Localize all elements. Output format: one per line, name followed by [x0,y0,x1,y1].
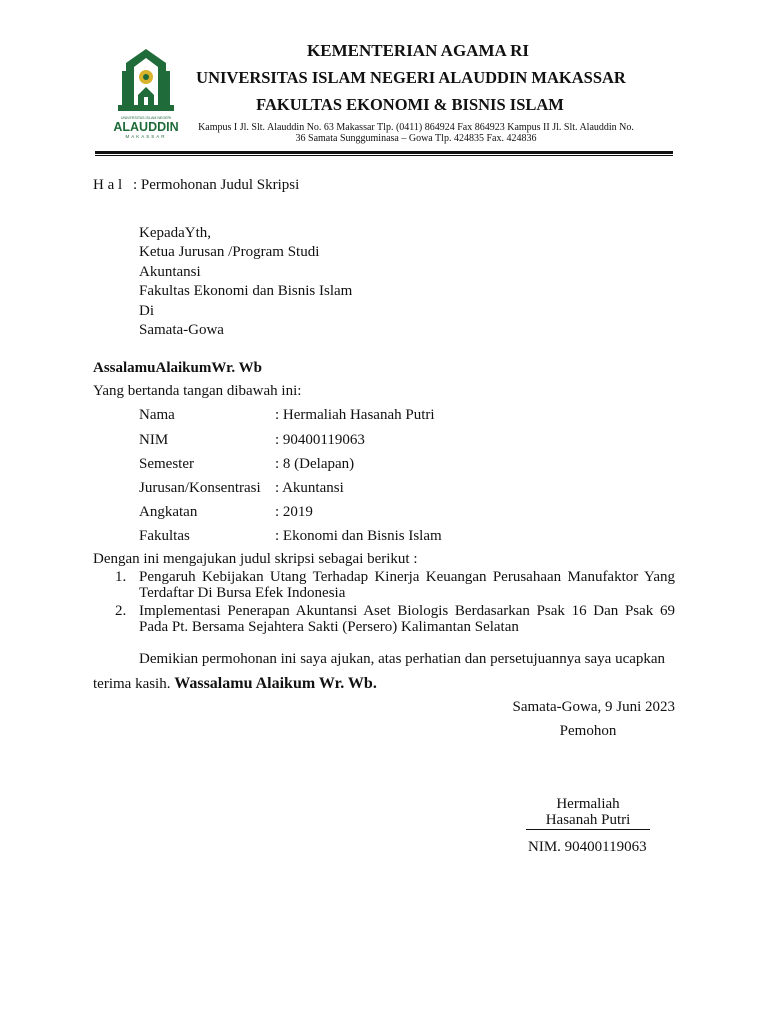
intro-text: Yang bertanda tangan dibawah ini: [93,383,302,399]
identity-label: Semester [139,456,194,472]
place-date: Samata-Gowa, 9 Juni 2023 [512,699,675,715]
svg-text:ALAUDDIN: ALAUDDIN [113,120,179,134]
identity-label: Jurusan/Konsentrasi [139,480,261,496]
title-number: 1. [115,569,127,585]
signer-role: Pemohon [559,723,617,739]
address-block [186,122,646,144]
address-line-1: Kampus I Jl. Slt. Alauddin No. 63 Makassar Tlp. (0411) 864924 Fax 864923 Kampus II Jl. Slt. Alauddin No. [198,122,634,133]
thesis-title-2: Implementasi Penerapan Akuntansi Aset Biologis Berdasarkan Psak 16 Dan Psak 69 Pada Pt. Bersama Sejahtera Sakti (Persero) Kalimantan Selatan [139,603,675,635]
recipient-line: Akuntansi [139,264,201,280]
identity-value: : 2019 [275,504,313,520]
university-name: UNIVERSITAS ISLAM NEGERI ALAUDDIN MAKASSAR [196,68,626,87]
closing-line-1: Demikian permohonan ini saya ajukan, atas perhatian dan persetujuannya saya ucapkan [139,651,666,667]
proposal-intro: Dengan ini mengajukan judul skripsi sebagai berikut : [93,551,418,567]
header-divider-thin [95,155,673,156]
signature-line [526,829,650,830]
identity-label: Fakultas [139,528,190,544]
signer-name-line-2: Hasanah Putri [545,812,631,828]
header-divider [95,151,673,154]
title-number: 2. [115,603,127,619]
thesis-title-1: Pengaruh Kebijakan Utang Terhadap Kinerja Keuangan Perusahaan Manufaktor Yang Terdaftar Di Bursa Efek Indonesia [139,569,675,601]
recipient-line: Di [139,303,154,319]
ministry-name: KEMENTERIAN AGAMA RI [307,41,529,60]
identity-value: : 8 (Delapan) [275,456,355,472]
recipient-line: Samata-Gowa [139,322,224,338]
closing-salutation: Wassalamu Alaikum Wr. Wb. [174,675,377,692]
signer-name-line-1: Hermaliah [556,796,620,812]
identity-label: Nama [139,407,175,423]
svg-text:MAKASSAR: MAKASSAR [125,134,167,139]
identity-value: : Akuntansi [275,480,344,496]
identity-label: NIM [139,432,169,448]
subject-label: H a l [93,177,123,193]
faculty-name: FAKULTAS EKONOMI & BISNIS ISLAM [256,95,564,114]
identity-value: : 90400119063 [275,432,365,448]
recipient-line: Ketua Jurusan /Program Studi [139,244,320,260]
identity-label: Angkatan [139,504,198,520]
greeting: AssalamuAlaikumWr. Wb [93,360,262,376]
subject-text: : Permohonan Judul Skripsi [133,177,300,193]
closing-line-2 [93,674,377,694]
recipient-line: Fakultas Ekonomi dan Bisnis Islam [139,283,353,299]
closing-thanks: terima kasih. [93,676,171,692]
recipient-line: KepadaYth, [139,225,212,241]
identity-value: : Hermaliah Hasanah Putri [275,407,435,423]
svg-text:UNIVERSITAS ISLAM NEGERI: UNIVERSITAS ISLAM NEGERI [120,116,172,120]
identity-value: : Ekonomi dan Bisnis Islam [275,528,442,544]
signer-nim: NIM. 90400119063 [528,839,647,855]
address-line-2: 36 Samata Sungguminasa – Gowa Tlp. 424835 Fax. 424836 [295,133,537,144]
